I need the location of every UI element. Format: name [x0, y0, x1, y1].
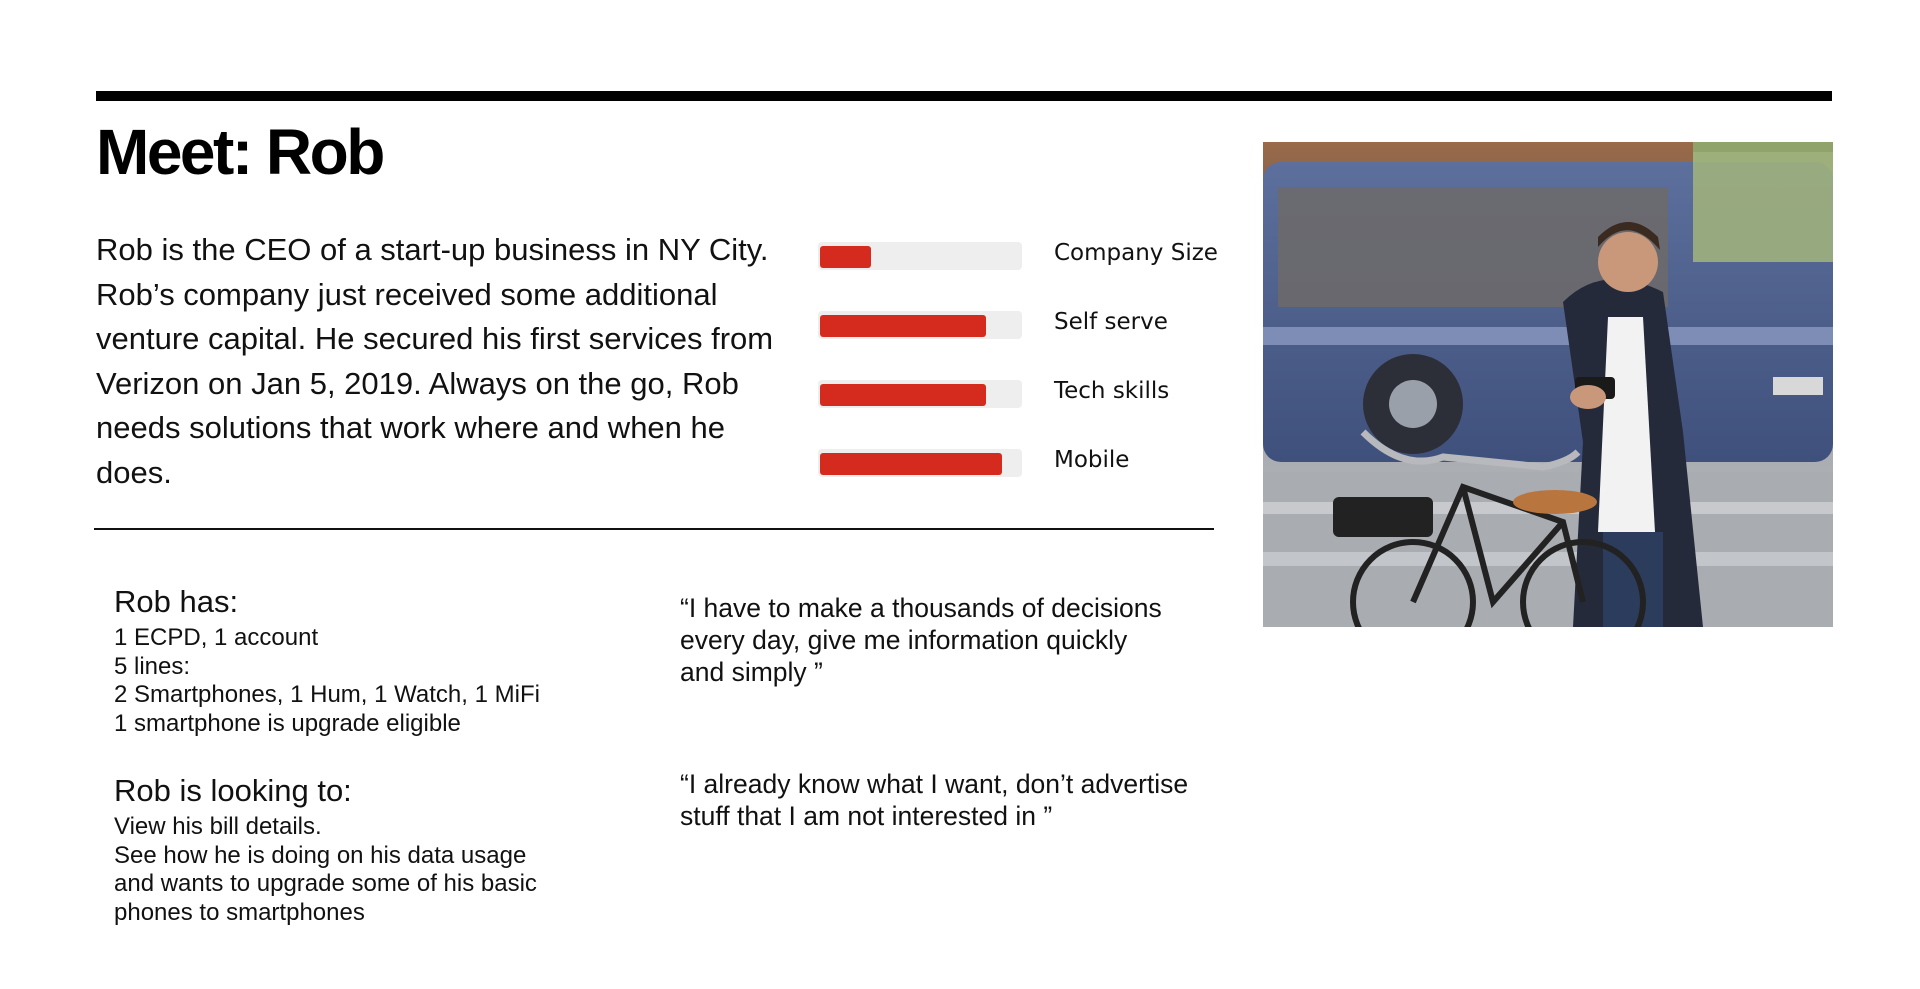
attribute-row-mobile: [818, 445, 1238, 477]
attribute-label: Self serve: [1054, 309, 1168, 335]
attribute-row-self-serve: [818, 307, 1238, 339]
bar-fill: [820, 384, 986, 406]
bar-track: [818, 311, 1022, 339]
rob-looking-line: View his bill details.: [114, 813, 322, 840]
rob-has-heading: Rob has:: [114, 584, 239, 619]
attribute-label: Company Size: [1054, 240, 1218, 266]
rob-looking-section: [114, 773, 674, 927]
attribute-label: Tech skills: [1054, 378, 1170, 404]
bar-track: [818, 242, 1022, 270]
attribute-row-company-size: [818, 238, 1238, 270]
quote-decisions: “I have to make a thousands of decisions every day, give me information quickly and simply ”: [680, 593, 1162, 687]
attribute-row-tech-skills: [818, 376, 1238, 408]
bar-fill: [820, 246, 871, 268]
bar-track: [818, 380, 1022, 408]
bar-track: [818, 449, 1022, 477]
persona-photo-illustration: [1263, 142, 1833, 627]
page-title: Meet: Rob: [96, 116, 383, 188]
section-divider: [94, 528, 1214, 530]
rob-has-section: [114, 584, 674, 738]
rob-has-line: 1 smartphone is upgrade eligible: [114, 709, 461, 737]
rob-looking-line: See how he is doing on his data usage: [114, 841, 527, 869]
bar-fill: [820, 315, 986, 337]
attribute-label: Mobile: [1054, 447, 1130, 473]
rob-has-line: 2 Smartphones, 1 Hum, 1 Watch, 1 MiFi: [114, 681, 540, 708]
top-rule: [96, 91, 1832, 101]
persona-photo: [1263, 142, 1833, 627]
rob-has-line: 5 lines:: [114, 652, 191, 680]
rob-looking-line: and wants to upgrade some of his basic: [114, 870, 537, 897]
bar-fill: [820, 453, 1002, 475]
rob-looking-line: phones to smartphones: [114, 898, 365, 926]
rob-looking-heading: Rob is looking to:: [114, 773, 352, 808]
rob-has-line: 1 ECPD, 1 account: [114, 624, 319, 651]
quote-advertise: “I already know what I want, don’t advertise stuff that I am not interested in ”: [680, 769, 1189, 831]
persona-intro: Rob is the CEO of a start-up business in NY City. Rob’s company just received some additional venture capital. He secured his first services from Verizon on Jan 5, 2019. Always on the go, Rob needs solutions that work where and when he does.: [96, 232, 774, 490]
